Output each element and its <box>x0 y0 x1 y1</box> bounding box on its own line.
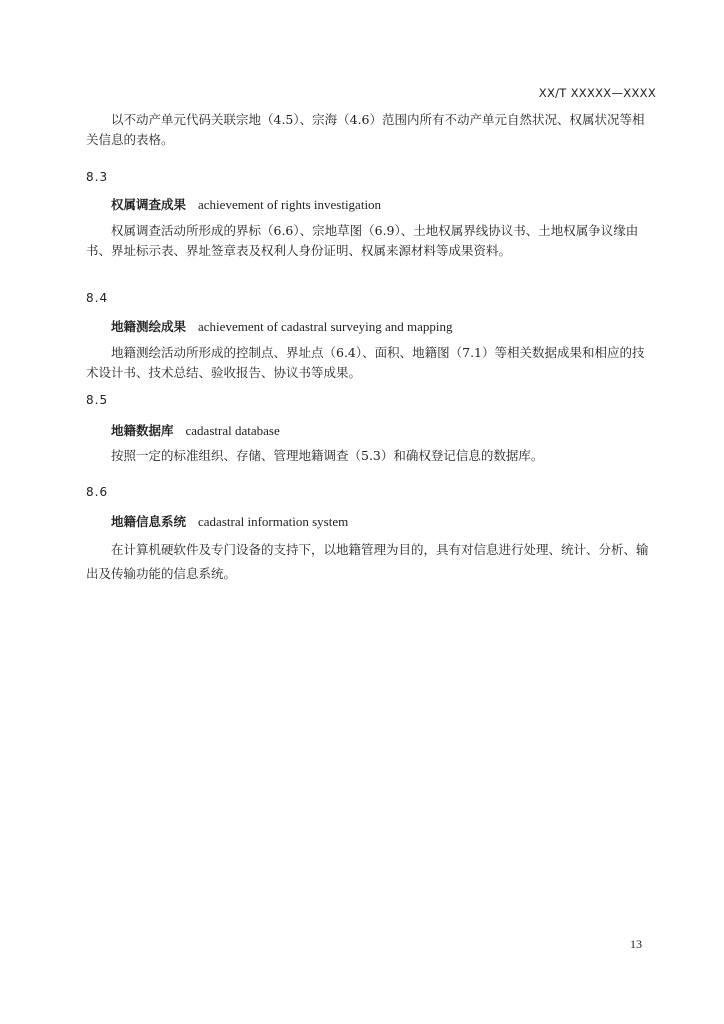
term-zh: 地籍数据库 <box>111 423 174 438</box>
term-en: cadastral database <box>185 423 280 438</box>
term-en: cadastral information system <box>198 514 349 529</box>
definition-8-6: 在计算机硬软件及专门设备的支持下，以地籍管理为目的，具有对信息进行处理、统计、分析、输出及传输功能的信息系统。 <box>86 542 649 581</box>
term-en: achievement of rights investigation <box>198 197 382 212</box>
definition-8-4: 地籍测绘活动所形成的控制点、界址点（6.4）、面积、地籍图（7.1）等相关数据成果和相应的技术设计书、技术总结、验收报告、协议书等成果。 <box>86 345 645 380</box>
intro-paragraph: 以不动产单元代码关联宗地（4.5）、宗海（4.6）范围内所有不动产单元自然状况、权属状况等相关信息的表格。 <box>86 112 645 147</box>
term-heading-8-5 <box>111 421 280 439</box>
term-zh: 权属调查成果 <box>111 197 187 212</box>
clause-number-8-5: 8.5 <box>86 393 109 407</box>
definition-8-5: 按照一定的标准组织、存储、管理地籍调查（5.3）和确权登记信息的数据库。 <box>111 448 544 463</box>
page-number: 13 <box>630 937 642 951</box>
document-code-header: XX/T XXXXX—XXXX <box>538 86 656 100</box>
term-heading-8-3 <box>111 195 381 213</box>
term-heading-8-4 <box>111 317 453 335</box>
clause-number-8-4: 8.4 <box>86 291 109 305</box>
clause-number-8-6: 8.6 <box>86 485 109 499</box>
term-en: achievement of cadastral surveying and mapping <box>198 319 453 334</box>
term-zh: 地籍信息系统 <box>111 514 187 529</box>
definition-8-3: 权属调查活动所形成的界标（6.6）、宗地草图（6.9）、土地权属界线协议书、土地权属争议缘由书、界址标示表、界址签章表及权利人身份证明、权属来源材料等成果资料。 <box>86 223 639 258</box>
term-zh: 地籍测绘成果 <box>111 319 187 334</box>
clause-number-8-3: 8.3 <box>86 170 109 184</box>
term-heading-8-6 <box>111 512 348 530</box>
